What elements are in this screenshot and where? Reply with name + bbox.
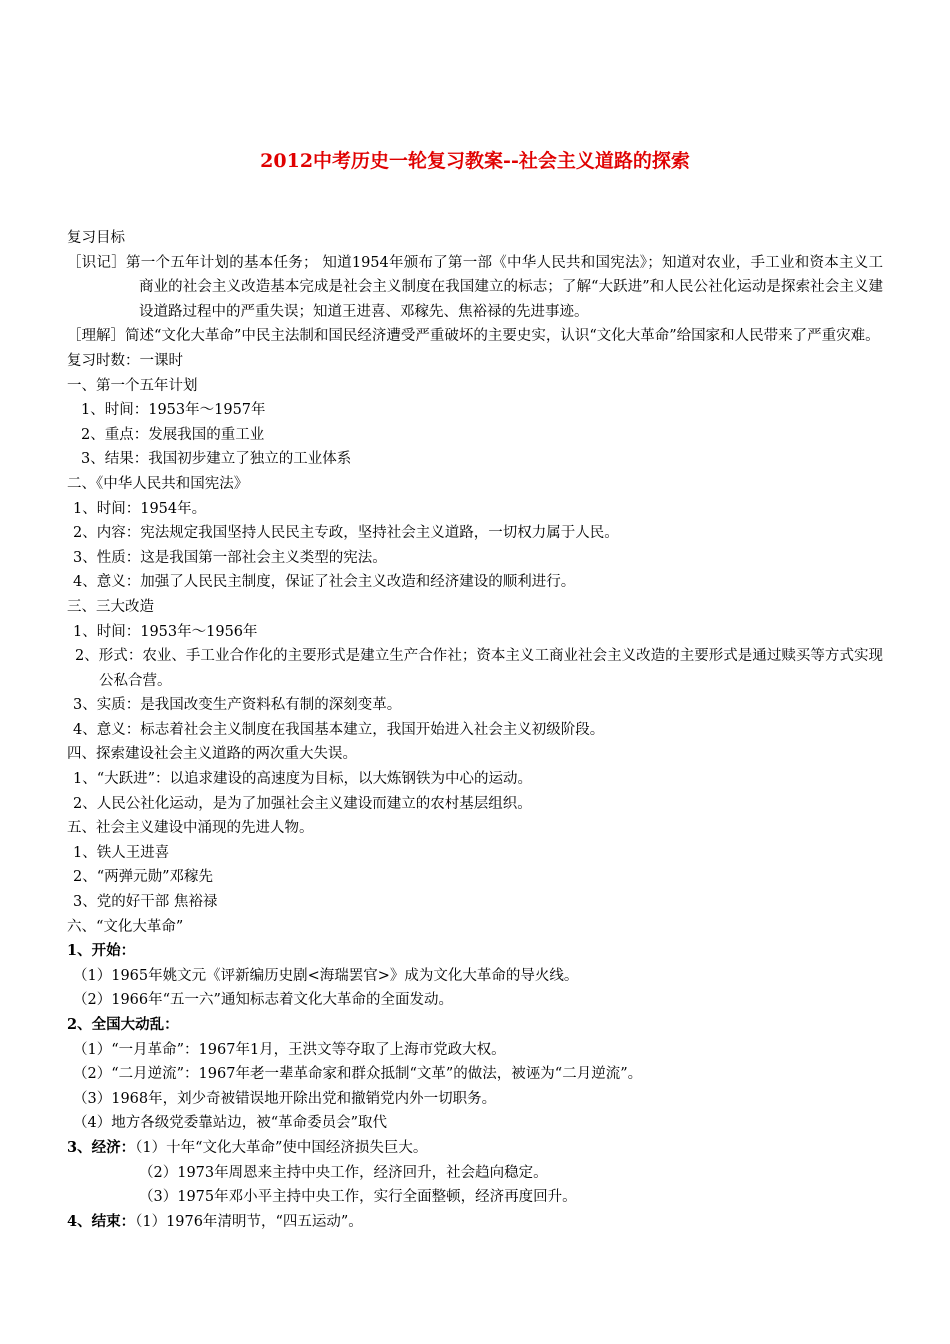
end-row [67,1210,883,1235]
list-item: 4、意义：标志着社会主义制度在我国基本建立，我国开始进入社会主义初级阶段。 [73,721,605,738]
section-heading-5: 五、社会主义建设中涌现的先进人物。 [67,820,314,837]
list-item: 3、结果：我国初步建立了独立的工业体系 [81,451,352,468]
section-heading-4: 四、探索建设社会主义道路的两次重大失误。 [67,746,357,763]
list-item: 1、铁人王进喜 [73,844,170,861]
section-heading-3: 三、三大改造 [67,598,154,615]
list-item: （1）1965年姚文元《评新编历史剧<海瑞罢官>》成为文化大革命的导火线。 [73,967,579,984]
list-item: 1、“大跃进”：以追求建设的高速度为目标，以大炼钢铁为中心的运动。 [73,771,533,788]
list-item: 2、“两弹元勋”邓稼先 [73,869,214,886]
section-heading-6: 六、“文化大革命” [67,918,184,935]
section-heading-1: 一、第一个五年计划 [67,377,198,394]
economy-row [67,1136,883,1161]
list-item: （3）1975年邓小平主持中央工作，实行全面整顿，经济再度回升。 [139,1189,577,1206]
review-hours-line: 复习时数：一课时 [67,352,183,369]
list-item: 4、意义：加强了人民民主制度，保证了社会主义改造和经济建设的顺利进行。 [73,574,576,591]
list-item: 2、重点：发展我国的重工业 [81,426,265,443]
subheading-start: 1、开始： [67,942,136,960]
list-item: 1、时间：1953年～1957年 [81,402,266,419]
list-item: （2）1973年周恩来主持中央工作，经济回升，社会趋向稳定。 [139,1164,548,1181]
list-item: （3）1968年，刘少奇被错误地开除出党和撤销党内外一切职务。 [73,1090,497,1107]
list-item: （1）1976年清明节，“四五运动”。 [135,1213,363,1230]
list-item: 3、性质：这是我国第一部社会主义类型的宪法。 [73,549,387,566]
goal-memorize-paragraph: ［识记］第一个五年计划的基本任务； 知道1954年颁布了第一部《中华人民共和国宪法》；知道对农业，手工业和资本主义工商业的社会主义改造基本完成是社会主义制度在我国建立的标志；了解“大跃进”和人民公社化运动是探索社会主义建设道路过程中的严重失误；知道王进喜、邓稼先、焦裕禄的先进事迹。 [67,254,883,320]
subheading-end: 4、结束： [67,1212,136,1230]
list-item: 1、时间：1953年～1956年 [73,623,258,640]
list-item: （2）“二月逆流”：1967年老一辈革命家和群众抵制“文革”的做法，被诬为“二月逆流”。 [73,1066,643,1083]
document-body [67,226,883,1234]
list-item: 3、党的好干部 焦裕禄 [73,894,218,911]
document-title: 2012中考历史一轮复习教案--社会主义道路的探索 [260,150,690,172]
section-heading-2: 二、《中华人民共和国宪法》 [67,475,249,492]
list-item: 2、形式：农业、手工业合作化的主要形式是建立生产合作社；资本主义工商业社会主义改造的主要形式是通过赎买等方式实现公私合营。 [75,648,883,689]
list-item: 3、实质：是我国改变生产资料私有制的深刻变革。 [73,697,402,714]
list-item: （2）1966年“五一六”通知标志着文化大革命的全面发动。 [73,992,453,1009]
list-item: 2、内容：宪法规定我国坚持人民民主专政，坚持社会主义道路，一切权力属于人民。 [73,525,619,542]
subheading-turmoil: 2、全国大动乱： [67,1016,179,1033]
list-item: 1、时间：1954年。 [73,500,207,517]
subheading-economy: 3、经济： [67,1138,136,1156]
goal-understand-paragraph: ［理解］简述“文化大革命”中民主法制和国民经济遭受严重破坏的主要史实，认识“文化大革命”给国家和人民带来了严重灾难。 [67,328,880,345]
list-item: （1）十年“文化大革命”使中国经济损失巨大。 [135,1139,428,1156]
list-item: 2、人民公社化运动，是为了加强社会主义建设而建立的农村基层组织。 [73,795,532,812]
section-heading-review-goals: 复习目标 [67,230,125,246]
list-item: （4）地方各级党委靠站边，被“革命委员会”取代 [73,1115,388,1132]
list-item: （1）“一月革命”：1967年1月，王洪文等夺取了上海市党政大权。 [73,1041,506,1058]
